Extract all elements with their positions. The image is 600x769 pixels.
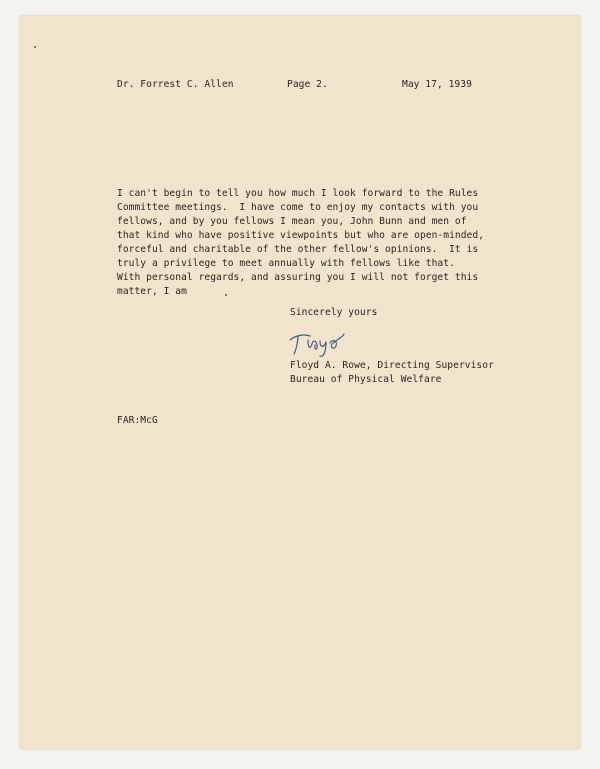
paper-speck	[225, 294, 227, 296]
header-date: May 17, 1939	[402, 79, 472, 90]
reference-initials: FAR:McG	[117, 415, 158, 426]
complimentary-close: Sincerely yours	[290, 307, 378, 318]
signer-title: Bureau of Physical Welfare	[290, 374, 442, 385]
closing-paragraph: With personal regards, and assuring you I will not forget this matter, I am	[117, 272, 479, 297]
handwritten-signature-icon	[286, 326, 358, 360]
paper-speck	[34, 46, 36, 48]
header-page-number: Page 2.	[287, 79, 328, 90]
header-addressee: Dr. Forrest C. Allen	[117, 79, 234, 90]
letter-paper	[20, 16, 580, 749]
signer-name: Floyd A. Rowe, Directing Supervisor	[290, 360, 494, 371]
body-paragraph: I can't begin to tell you how much I look forward to the Rules Committee meetings. I have come to enjoy my contacts with you fellows, and by you fellows I mean you, John Bunn and men of that kind who have positive viewpoints but who are open-minded, forceful and charitable of the other fellow's opinions. It is truly a privilege to meet annually with fellows like that.	[117, 188, 485, 269]
